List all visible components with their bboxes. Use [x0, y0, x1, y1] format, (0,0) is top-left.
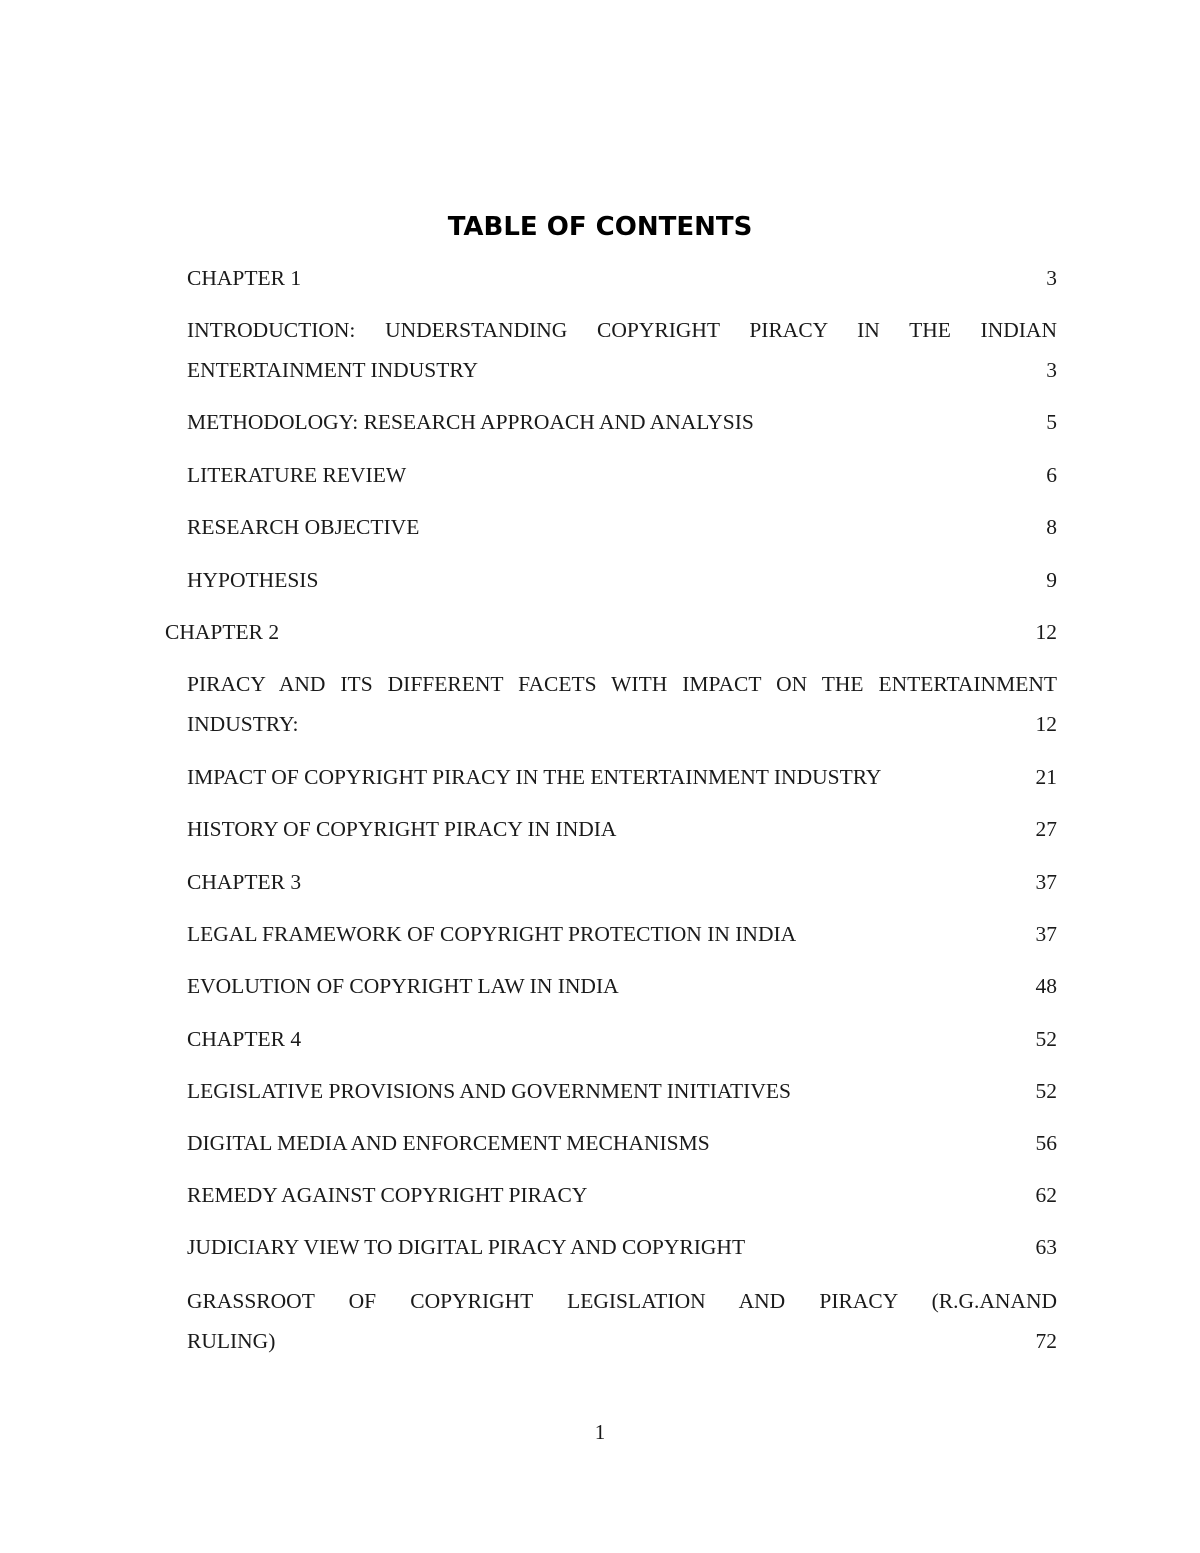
toc-entry-chapter-3[interactable] [187, 862, 1057, 902]
toc-entry-legal-framework[interactable] [187, 914, 1057, 954]
toc-entry-text: CHAPTER 4 [187, 1027, 302, 1051]
toc-entry-page: 3 [1046, 266, 1057, 290]
toc-entry-page: 37 [1035, 922, 1057, 946]
toc-entry-history[interactable] [187, 809, 1057, 849]
toc-entry-page: 9 [1046, 568, 1057, 592]
toc-entry-text: HISTORY OF COPYRIGHT PIRACY IN INDIA [187, 817, 617, 841]
toc-entry-text: DIGITAL MEDIA AND ENFORCEMENT MECHANISMS [187, 1131, 710, 1155]
toc-entry-page: 37 [1035, 870, 1057, 894]
toc-entry-evolution[interactable] [187, 966, 1057, 1006]
toc-entry-grassroot[interactable] [187, 1281, 1057, 1361]
toc-entry-text: HYPOTHESIS [187, 568, 319, 592]
toc-entry-chapter-4[interactable] [187, 1019, 1057, 1059]
toc-entry-page: 48 [1035, 974, 1057, 998]
toc-entry-text: IMPACT OF COPYRIGHT PIRACY IN THE ENTERTAINMENT INDUSTRY [187, 765, 882, 789]
toc-entry-page: 3 [1046, 358, 1057, 382]
toc-entry-text: CHAPTER 1 [187, 266, 302, 290]
toc-entry-piracy-facets[interactable] [187, 664, 1057, 744]
toc-entry-page: 72 [1035, 1329, 1057, 1353]
toc-entry-research-objective[interactable] [187, 507, 1057, 547]
toc-entry-methodology[interactable] [187, 402, 1057, 442]
toc-entry-legislative-provisions[interactable] [187, 1071, 1057, 1111]
toc-entry-literature-review[interactable] [187, 455, 1057, 495]
toc-entry-impact[interactable] [187, 757, 1057, 797]
toc-entry-hypothesis[interactable] [187, 560, 1057, 600]
toc-entry-text-line1: GRASSROOT OF COPYRIGHT LEGISLATION AND PIRACY (R.G.ANAND [187, 1289, 1057, 1313]
toc-entry-text-line1: PIRACY AND ITS DIFFERENT FACETS WITH IMPACT ON THE ENTERTAINMENT [187, 672, 1057, 696]
toc-entry-page: 12 [1035, 620, 1057, 644]
toc-entry-page: 62 [1035, 1183, 1057, 1207]
toc-entry-page: 27 [1035, 817, 1057, 841]
toc-entry-introduction[interactable] [187, 310, 1057, 390]
toc-entry-text: CHAPTER 3 [187, 870, 302, 894]
toc-entry-page: 6 [1046, 463, 1057, 487]
toc-entry-text: ENTERTAINMENT INDUSTRY [187, 358, 479, 382]
toc-title: TABLE OF CONTENTS [447, 212, 753, 242]
toc-entry-text: REMEDY AGAINST COPYRIGHT PIRACY [187, 1183, 588, 1207]
toc-entry-page: 21 [1035, 765, 1057, 789]
toc-entry-remedy[interactable] [187, 1175, 1057, 1215]
toc-entry-chapter-2[interactable] [165, 612, 1057, 652]
toc-entry-text: RESEARCH OBJECTIVE [187, 515, 420, 539]
toc-entry-text: JUDICIARY VIEW TO DIGITAL PIRACY AND COPYRIGHT [187, 1235, 746, 1259]
toc-entry-page: 56 [1035, 1131, 1057, 1155]
toc-entry-digital-media[interactable] [187, 1123, 1057, 1163]
toc-entry-page: 52 [1035, 1027, 1057, 1051]
toc-entry-page: 8 [1046, 515, 1057, 539]
toc-entry-text: INDUSTRY: [187, 712, 299, 736]
toc-entry-page: 12 [1035, 712, 1057, 736]
toc-entry-judiciary-view[interactable] [187, 1227, 1057, 1267]
toc-entry-text: LITERATURE REVIEW [187, 463, 407, 487]
toc-entry-text: LEGAL FRAMEWORK OF COPYRIGHT PROTECTION IN INDIA [187, 922, 797, 946]
toc-entry-page: 5 [1046, 410, 1057, 434]
toc-entry-chapter-1[interactable] [187, 258, 1057, 298]
toc-entry-text: CHAPTER 2 [165, 620, 280, 644]
toc-entry-page: 52 [1035, 1079, 1057, 1103]
footer-page-number: 1 [594, 1420, 606, 1444]
toc-entry-text: RULING) [187, 1329, 276, 1353]
toc-entry-text: EVOLUTION OF COPYRIGHT LAW IN INDIA [187, 974, 619, 998]
toc-entry-text: LEGISLATIVE PROVISIONS AND GOVERNMENT INITIATIVES [187, 1079, 791, 1103]
toc-entry-text-line1: INTRODUCTION: UNDERSTANDING COPYRIGHT PIRACY IN THE INDIAN [187, 318, 1057, 342]
toc-entry-page: 63 [1035, 1235, 1057, 1259]
toc-entry-text: METHODOLOGY: RESEARCH APPROACH AND ANALYSIS [187, 410, 754, 434]
